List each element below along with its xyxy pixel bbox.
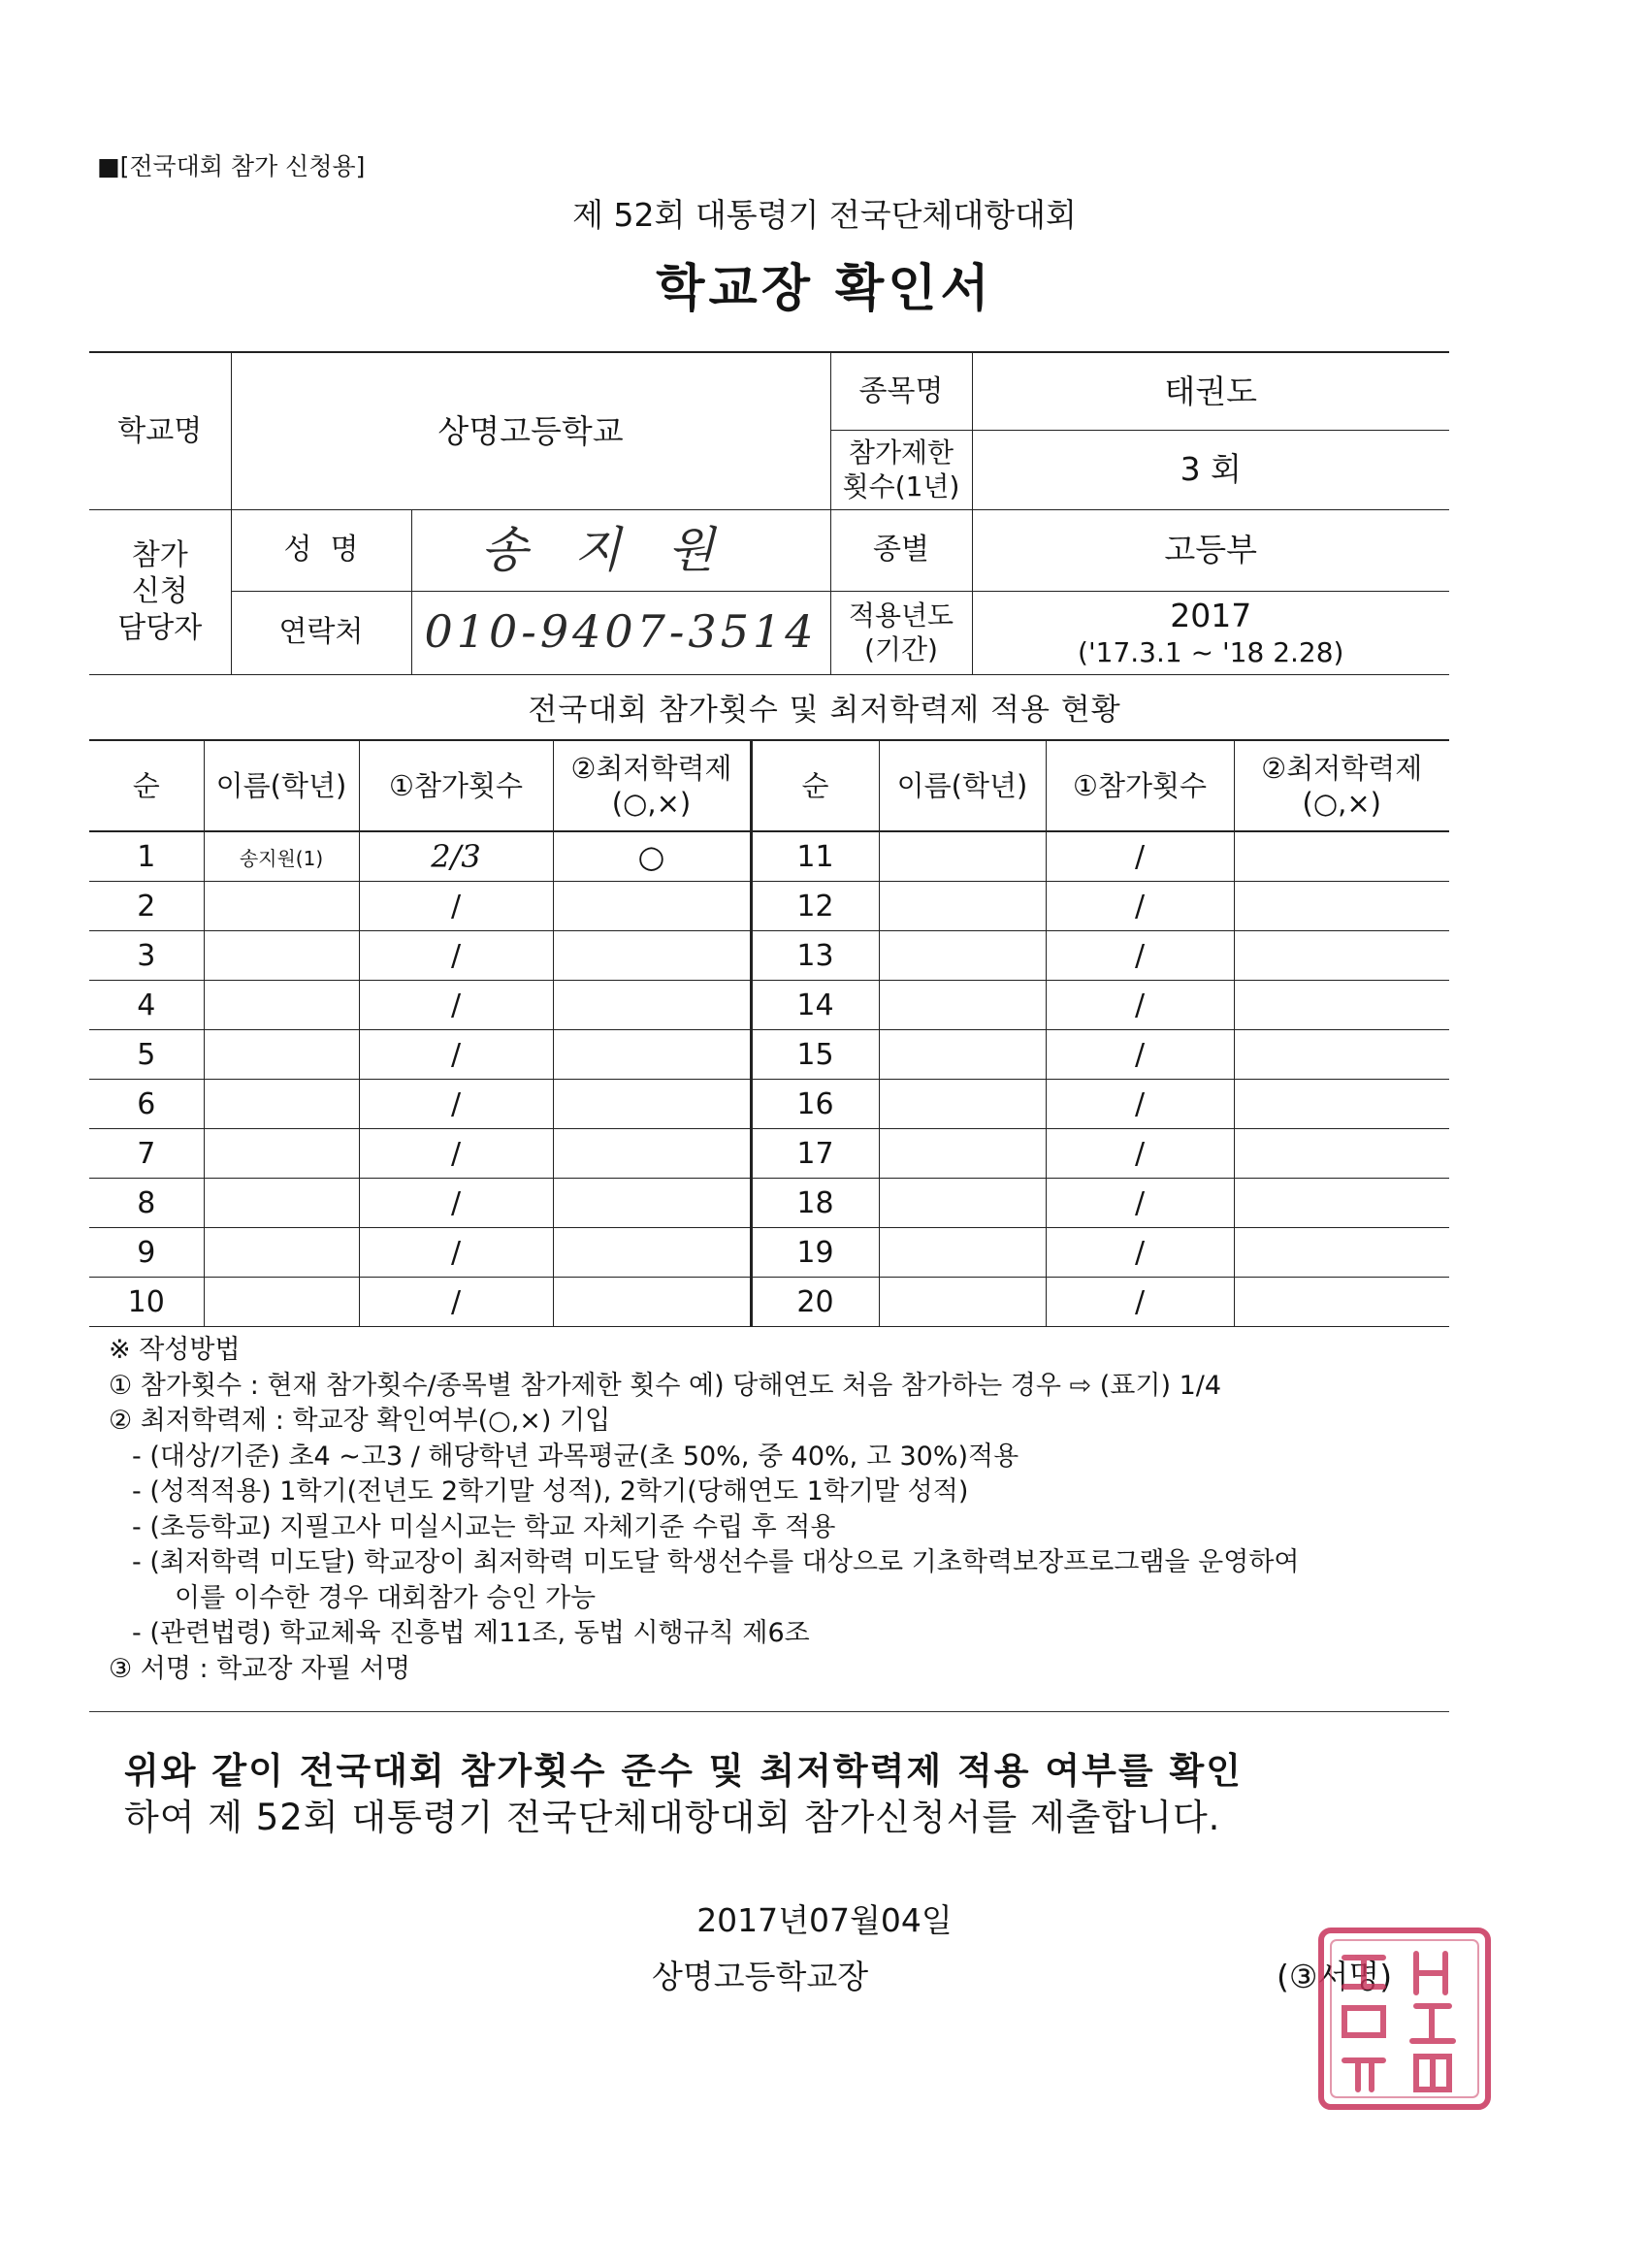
header-no-left: 순 — [89, 740, 204, 831]
row-no-right: 13 — [751, 931, 879, 981]
section-title: 전국대회 참가횟수 및 최저학력제 적용 현황 — [528, 693, 1121, 728]
row-name-left: 송지원(1) — [204, 831, 359, 882]
row-no-left: 2 — [89, 882, 204, 931]
contact-group-line-3: 담당자 — [117, 610, 203, 645]
instruction-line: - (성적적용) 1학기(전년도 2학기말 성적), 2학기(당해연도 1학기말 성적) — [132, 1476, 969, 1507]
row-min-left — [553, 882, 751, 931]
header-name-right: 이름(학년) — [879, 740, 1046, 831]
header-min-line-2: (○,×) — [1302, 787, 1381, 820]
document-subtitle: 제 52회 대통령기 전국단체대항대회 — [572, 196, 1077, 234]
row-min-left — [553, 1228, 751, 1278]
name-value — [411, 509, 830, 591]
row-no-right: 20 — [751, 1278, 879, 1327]
school-seal-stamp — [1315, 1925, 1494, 2113]
table-row — [89, 1179, 1449, 1228]
row-min-left — [553, 931, 751, 981]
declaration — [124, 1748, 1482, 1841]
row-name-left — [204, 931, 359, 981]
row-count-right: / — [1046, 831, 1234, 882]
row-no-right: 17 — [751, 1129, 879, 1179]
instructions-divider — [89, 1711, 1449, 1712]
row-min-right — [1234, 1179, 1449, 1228]
row-no-right: 19 — [751, 1228, 879, 1278]
row-no-right: 14 — [751, 981, 879, 1030]
school-label: 학교명 — [89, 352, 231, 509]
declaration-line-1: 위와 같이 전국대회 참가횟수 준수 및 최저학력제 적용 여부를 확인 — [124, 1750, 1243, 1792]
row-count-right: / — [1046, 1228, 1234, 1278]
applicant-info-table — [89, 351, 1449, 675]
instruction-line: 이를 이수한 경우 대회참가 승인 가능 — [175, 1582, 597, 1613]
row-name-left — [204, 1030, 359, 1080]
row-no-left: 4 — [89, 981, 204, 1030]
row-min-left — [553, 1080, 751, 1129]
header-min-line-1: ②최저학력제 — [1261, 751, 1423, 785]
handwritten-phone: 010-9407-3514 — [424, 605, 818, 659]
row-no-left: 9 — [89, 1228, 204, 1278]
limit-label — [830, 430, 972, 509]
table-row — [89, 981, 1449, 1030]
row-count-left: / — [359, 1179, 553, 1228]
row-name-right — [879, 931, 1046, 981]
row-no-right: 16 — [751, 1080, 879, 1129]
instruction-line: ※ 작성방법 — [109, 1335, 241, 1365]
row-min-right — [1234, 981, 1449, 1030]
row-count-left: / — [359, 1228, 553, 1278]
row-no-left: 6 — [89, 1080, 204, 1129]
contact-group-label — [89, 509, 231, 674]
name-label: 성 명 — [231, 509, 411, 591]
row-min-right — [1234, 831, 1449, 882]
header-no-right: 순 — [751, 740, 879, 831]
table-row — [89, 931, 1449, 981]
row-count-right: / — [1046, 882, 1234, 931]
table-row — [89, 1030, 1449, 1080]
instruction-line: - (관련법령) 학교체육 진흥법 제11조, 동법 시행규칙 제6조 — [132, 1618, 810, 1648]
row-no-left: 1 — [89, 831, 204, 882]
row-name-right — [879, 831, 1046, 882]
row-count-left: / — [359, 882, 553, 931]
row-min-left — [553, 981, 751, 1030]
row-count-right: / — [1046, 1278, 1234, 1327]
row-no-left: 3 — [89, 931, 204, 981]
instruction-line: ③ 서명 : 학교장 자필 서명 — [109, 1653, 410, 1684]
division-value: 고등부 — [972, 509, 1449, 591]
instruction-line: ① 참가횟수 : 현재 참가횟수/종목별 참가제한 횟수 예) 당해연도 처음 참가하는 경우 ⇨ (표기) 1/4 — [109, 1370, 1222, 1401]
header-count-left: ①참가횟수 — [359, 740, 553, 831]
header-name-left: 이름(학년) — [204, 740, 359, 831]
header-min-right — [1234, 740, 1449, 831]
row-min-right — [1234, 1228, 1449, 1278]
row-name-right — [879, 1278, 1046, 1327]
row-count-left: / — [359, 981, 553, 1030]
school-value: 상명고등학교 — [231, 352, 830, 509]
row-name-right — [879, 1030, 1046, 1080]
row-no-left: 5 — [89, 1030, 204, 1080]
row-no-left: 7 — [89, 1129, 204, 1179]
header-count-right: ①참가횟수 — [1046, 740, 1234, 831]
row-min-left — [553, 1030, 751, 1080]
event-label: 종목명 — [830, 352, 972, 430]
row-no-right: 18 — [751, 1179, 879, 1228]
row-count-right: / — [1046, 931, 1234, 981]
contact-group-line-2: 신청 — [131, 574, 188, 609]
event-value: 태권도 — [972, 352, 1449, 430]
row-min-left — [553, 1278, 751, 1327]
year-value-cell — [972, 591, 1449, 674]
row-min-left — [553, 1179, 751, 1228]
table-row — [89, 1129, 1449, 1179]
row-name-left — [204, 1278, 359, 1327]
row-name-left — [204, 1080, 359, 1129]
instruction-line: ② 최저학력제 : 학교장 확인여부(○,×) 기입 — [109, 1406, 611, 1436]
row-name-right — [879, 981, 1046, 1030]
table-row — [89, 1080, 1449, 1129]
row-count-right: / — [1046, 1080, 1234, 1129]
declaration-line-2: 하여 제 52회 대통령기 전국단체대항대회 참가신청서를 제출합니다. — [124, 1797, 1221, 1838]
row-count-left: / — [359, 1030, 553, 1080]
row-no-right: 12 — [751, 882, 879, 931]
instruction-line: - (대상/기준) 초4 ~고3 / 해당학년 과목평균(초 50%, 중 40%, 고 30%)적용 — [132, 1441, 1019, 1472]
year-label-line-1: 적용년도 — [848, 599, 954, 632]
contact-group-line-1: 참가 — [131, 537, 188, 572]
row-count-left: / — [359, 1080, 553, 1129]
row-name-left — [204, 1179, 359, 1228]
year-period: ('17.3.1 ~ '18 2.28) — [1078, 636, 1344, 669]
row-no-left: 10 — [89, 1278, 204, 1327]
row-min-right — [1234, 1080, 1449, 1129]
issue-date: 2017년07월04일 — [696, 1901, 953, 1939]
row-no-right: 15 — [751, 1030, 879, 1080]
instruction-line: - (초등학교) 지필고사 미실시교는 학교 자체기준 수립 후 적용 — [132, 1511, 836, 1542]
row-name-left — [204, 882, 359, 931]
row-name-right — [879, 1179, 1046, 1228]
table-row — [89, 882, 1449, 931]
document-tag: ■[전국대회 참가 신청용] — [97, 152, 366, 180]
row-count-right: / — [1046, 1030, 1234, 1080]
row-count-left: / — [359, 931, 553, 981]
row-count-left: / — [359, 1129, 553, 1179]
handwritten-name: 송지원 — [480, 521, 761, 578]
header-min-line-1: ②최저학력제 — [570, 751, 732, 785]
row-count-right: / — [1046, 1179, 1234, 1228]
row-name-left — [204, 981, 359, 1030]
header-min-line-2: (○,×) — [611, 787, 692, 820]
limit-label-line-1: 참가제한 — [848, 437, 954, 469]
row-min-right — [1234, 1129, 1449, 1179]
row-min-right — [1234, 882, 1449, 931]
year-label — [830, 591, 972, 674]
signature-label: (③서명) — [1277, 1958, 1393, 1995]
phone-label: 연락처 — [231, 591, 411, 674]
row-min-left — [553, 1129, 751, 1179]
phone-value — [411, 591, 830, 674]
row-no-left: 8 — [89, 1179, 204, 1228]
row-name-left — [204, 1129, 359, 1179]
document-title: 학교장 확인서 — [656, 260, 993, 318]
instructions — [109, 1333, 1467, 1687]
instruction-line: - (최저학력 미도달) 학교장이 최저학력 미도달 학생선수를 대상으로 기초학력보장프로그램을 운영하여 — [132, 1547, 1300, 1577]
row-name-right — [879, 882, 1046, 931]
header-min-left — [553, 740, 751, 831]
limit-label-line-2: 횟수(1년) — [842, 470, 960, 502]
year-value: 2017 — [1170, 596, 1252, 634]
limit-value: 3 회 — [972, 430, 1449, 509]
row-min-right — [1234, 931, 1449, 981]
table-row — [89, 1228, 1449, 1278]
row-min-right — [1234, 1278, 1449, 1327]
row-count-right: / — [1046, 981, 1234, 1030]
division-label: 종별 — [830, 509, 972, 591]
table-row — [89, 831, 1449, 882]
year-label-line-2: (기간) — [864, 633, 938, 665]
row-no-right: 11 — [751, 831, 879, 882]
row-name-right — [879, 1129, 1046, 1179]
table-row — [89, 1278, 1449, 1327]
row-count-left: 2/3 — [359, 831, 553, 882]
row-min-left: ○ — [553, 831, 751, 882]
row-name-left — [204, 1228, 359, 1278]
participation-roster-table — [89, 739, 1449, 1327]
row-count-right: / — [1046, 1129, 1234, 1179]
row-count-left: / — [359, 1278, 553, 1327]
row-min-right — [1234, 1030, 1449, 1080]
row-name-right — [879, 1080, 1046, 1129]
signer-title: 상명고등학교장 — [652, 1958, 869, 1995]
row-name-right — [879, 1228, 1046, 1278]
